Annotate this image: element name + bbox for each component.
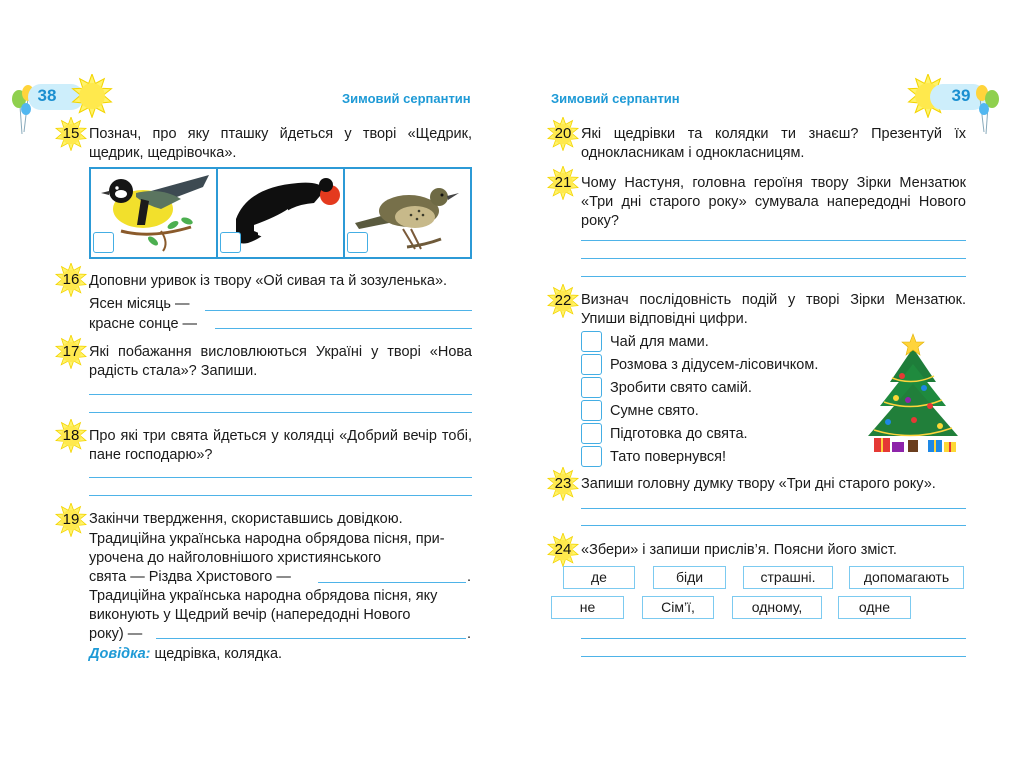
answer-line[interactable] — [318, 582, 466, 583]
task-23-text: Запиши головну думку твору «Три дні старого року». — [581, 476, 936, 492]
page-number-right — [912, 78, 986, 114]
task-20-text: Які щедрівки та колядки ти знаєш? Презентуй їх однокласникам і однокласницям. — [581, 126, 966, 161]
task-22-text: Визнач послідовність подій у творі Зірки Мензатюк. Упиши відповідні цифри. — [581, 292, 966, 327]
event-label: Сумне свято. — [610, 403, 699, 419]
word-card[interactable]: одному, — [732, 596, 822, 619]
event-order-box[interactable] — [581, 354, 602, 375]
event-order-box[interactable] — [581, 400, 602, 421]
task-number-badge: 20 — [546, 117, 580, 151]
word-card[interactable]: біди — [653, 566, 726, 589]
statement-1-line-2: урочена до найголовнішого християнського — [89, 550, 382, 566]
task-21-text: Чому Настуня, головна героїня твору Зірки Мензатюк «Три дні старого року» сумувала напередодні Нового року? — [581, 175, 966, 229]
event-label: Підготовка до свята. — [610, 426, 748, 442]
event-label: Зробити свято самій. — [610, 380, 752, 396]
answer-line[interactable] — [89, 394, 472, 395]
answer-line[interactable] — [215, 328, 472, 329]
task-15-text: Познач, про яку пташку йдеться у творі «Щедрик, щедрик, щедрівочка». — [89, 126, 472, 161]
task-number-badge: 15 — [54, 117, 88, 151]
word-card[interactable]: одне — [838, 596, 911, 619]
event-label: Тато повернувся! — [610, 449, 727, 465]
hint-label: Довідка: — [89, 646, 151, 662]
task-number-badge: 17 — [54, 335, 88, 369]
task-19-text: Закінчи твердження, скориставшись довідкою. — [89, 511, 403, 527]
task-number-badge: 21 — [546, 166, 580, 200]
hint-text: щедрівка, колядка. — [150, 646, 283, 662]
bird-option-checkbox[interactable] — [347, 232, 368, 253]
statement-2-line-2: виконують у Щедрий вечір (напередодні Нового — [89, 607, 411, 623]
task-number-badge: 23 — [546, 467, 580, 501]
answer-line[interactable] — [89, 495, 472, 496]
task-number-badge: 16 — [54, 263, 88, 297]
word-card[interactable]: допомагають — [849, 566, 964, 589]
task-16-line-2-label: красне сонце — — [89, 316, 198, 332]
answer-line[interactable] — [581, 525, 966, 526]
task-16-line-1-label: Ясен місяць — — [89, 296, 190, 312]
event-label: Розмова з дідусем-лісовичком. — [610, 357, 819, 373]
sun-icon — [70, 74, 114, 118]
page-number-text: 39 — [951, 86, 971, 105]
answer-line[interactable] — [581, 638, 966, 639]
statement-1-line-1: Традиційна українська народна обрядова пісня, при- — [89, 531, 445, 547]
answer-line[interactable] — [89, 477, 472, 478]
event-order-box[interactable] — [581, 446, 602, 467]
task-24-text: «Збери» і запиши прислів’я. Поясни його зміст. — [581, 542, 897, 558]
bird-option-checkbox[interactable] — [93, 232, 114, 253]
event-order-box[interactable] — [581, 423, 602, 444]
page-number-left — [12, 78, 86, 114]
answer-line[interactable] — [581, 508, 966, 509]
answer-line[interactable] — [156, 638, 466, 639]
answer-line[interactable] — [89, 412, 472, 413]
task-17-text: Які побажання висловлюються Україні у творі «Нова радість стала»? Запиши. — [89, 344, 472, 379]
task-number-badge: 18 — [54, 419, 88, 453]
event-order-box[interactable] — [581, 331, 602, 352]
word-card[interactable]: Сім’ї, — [642, 596, 714, 619]
answer-line[interactable] — [581, 276, 966, 277]
task-18-text: Про які три свята йдеться у колядці «Добрий вечір тобі, пане господарю»? — [89, 428, 472, 463]
task-number-badge: 19 — [54, 503, 88, 537]
answer-line[interactable] — [581, 240, 966, 241]
word-card[interactable]: не — [551, 596, 624, 619]
statement-2-line-3: року) — — [89, 626, 143, 642]
page-number-text: 38 — [37, 86, 57, 105]
christmas-tree-icon — [858, 330, 968, 460]
task-number-badge: 22 — [546, 284, 580, 318]
hint — [89, 645, 282, 664]
header-title-right: Зимовий серпантин — [551, 91, 680, 106]
statement-2-line-1: Традиційна українська народна обрядова пісня, яку — [89, 588, 438, 604]
answer-line[interactable] — [205, 310, 472, 311]
event-order-box[interactable] — [581, 377, 602, 398]
answer-line[interactable] — [581, 656, 966, 657]
task-number-badge: 24 — [546, 533, 580, 567]
period: . — [467, 626, 472, 642]
bird-option-checkbox[interactable] — [220, 232, 241, 253]
word-card[interactable]: де — [563, 566, 635, 589]
header-title-left: Зимовий серпантин — [342, 91, 471, 106]
period: . — [467, 569, 472, 585]
task-16-text: Доповни уривок із твору «Ой сивая та й зозуленька». — [89, 273, 448, 289]
answer-line[interactable] — [581, 258, 966, 259]
word-card[interactable]: страшні. — [743, 566, 833, 589]
balloons-icon — [974, 84, 1002, 140]
event-label: Чай для мами. — [610, 334, 709, 350]
statement-1-line-3: свята — Різдва Христового — — [89, 569, 291, 585]
